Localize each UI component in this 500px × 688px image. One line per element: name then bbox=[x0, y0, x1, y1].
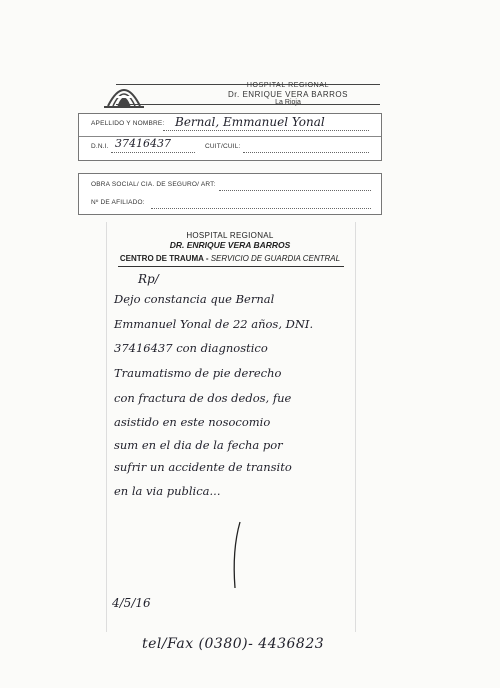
affiliate-dotted-line bbox=[151, 208, 371, 209]
dni-value: 37416437 bbox=[115, 137, 171, 150]
prescription-line: sufrir un accidente de transito bbox=[114, 460, 292, 474]
name-label: APELLIDO Y NOMBRE: bbox=[91, 120, 165, 127]
name-value: Bernal, Emmanuel Yonal bbox=[175, 115, 325, 129]
prescription-line: sum en el dia de la fecha por bbox=[114, 438, 283, 452]
cuit-label: CUIT/CUIL: bbox=[205, 143, 241, 150]
header-hospital-doctor: Dr. ENRIQUE VERA BARROS bbox=[228, 90, 348, 99]
header-hospital-name: HOSPITAL REGIONAL bbox=[246, 82, 330, 89]
dni-label: D.N.I. bbox=[91, 143, 109, 150]
hospital-logo-icon bbox=[100, 76, 148, 110]
prescription-line: Traumatismo de pie derecho bbox=[114, 366, 282, 380]
prescription-date: 4/5/16 bbox=[112, 596, 151, 610]
prescription-line: Dejo constancia que Bernal bbox=[114, 292, 275, 306]
name-dotted-line bbox=[163, 130, 369, 131]
insurance-label: OBRA SOCIAL/ CIA. DE SEGURO/ ART: bbox=[91, 181, 216, 188]
prescription-line: 37416437 con diagnostico bbox=[114, 341, 268, 355]
prescription-line: asistido en este nosocomio bbox=[114, 415, 271, 429]
patient-info-box bbox=[78, 113, 382, 161]
prescription-line: con fractura de dos dedos, fue bbox=[114, 391, 292, 405]
footer-tel-fax: tel/Fax (0380)- 4436823 bbox=[142, 636, 325, 652]
affiliate-label: Nº DE AFILIADO: bbox=[91, 199, 145, 206]
stamp-hospital-line: HOSPITAL REGIONAL bbox=[186, 231, 274, 240]
cuit-dotted-line bbox=[243, 152, 369, 153]
stamp-center-text: CENTRO DE TRAUMA - bbox=[119, 254, 209, 263]
stamp-underline bbox=[118, 266, 344, 267]
stamp-service-text: SERVICIO DE GUARDIA CENTRAL bbox=[208, 254, 341, 263]
header-hospital-city: La Rioja bbox=[275, 99, 301, 106]
prescription-line: Emmanuel Yonal de 22 años, DNI. bbox=[114, 317, 314, 331]
dni-dotted-line bbox=[111, 152, 195, 153]
prescription-line: en la via publica... bbox=[114, 484, 221, 498]
insurance-info-box bbox=[78, 173, 382, 215]
insurance-dotted-line bbox=[219, 190, 371, 191]
stamp-doctor-line: DR. ENRIQUE VERA BARROS bbox=[169, 240, 291, 250]
rp-mark: Rp/ bbox=[138, 272, 159, 286]
stamp-service-line bbox=[112, 254, 348, 263]
signature-mark bbox=[226, 520, 246, 592]
